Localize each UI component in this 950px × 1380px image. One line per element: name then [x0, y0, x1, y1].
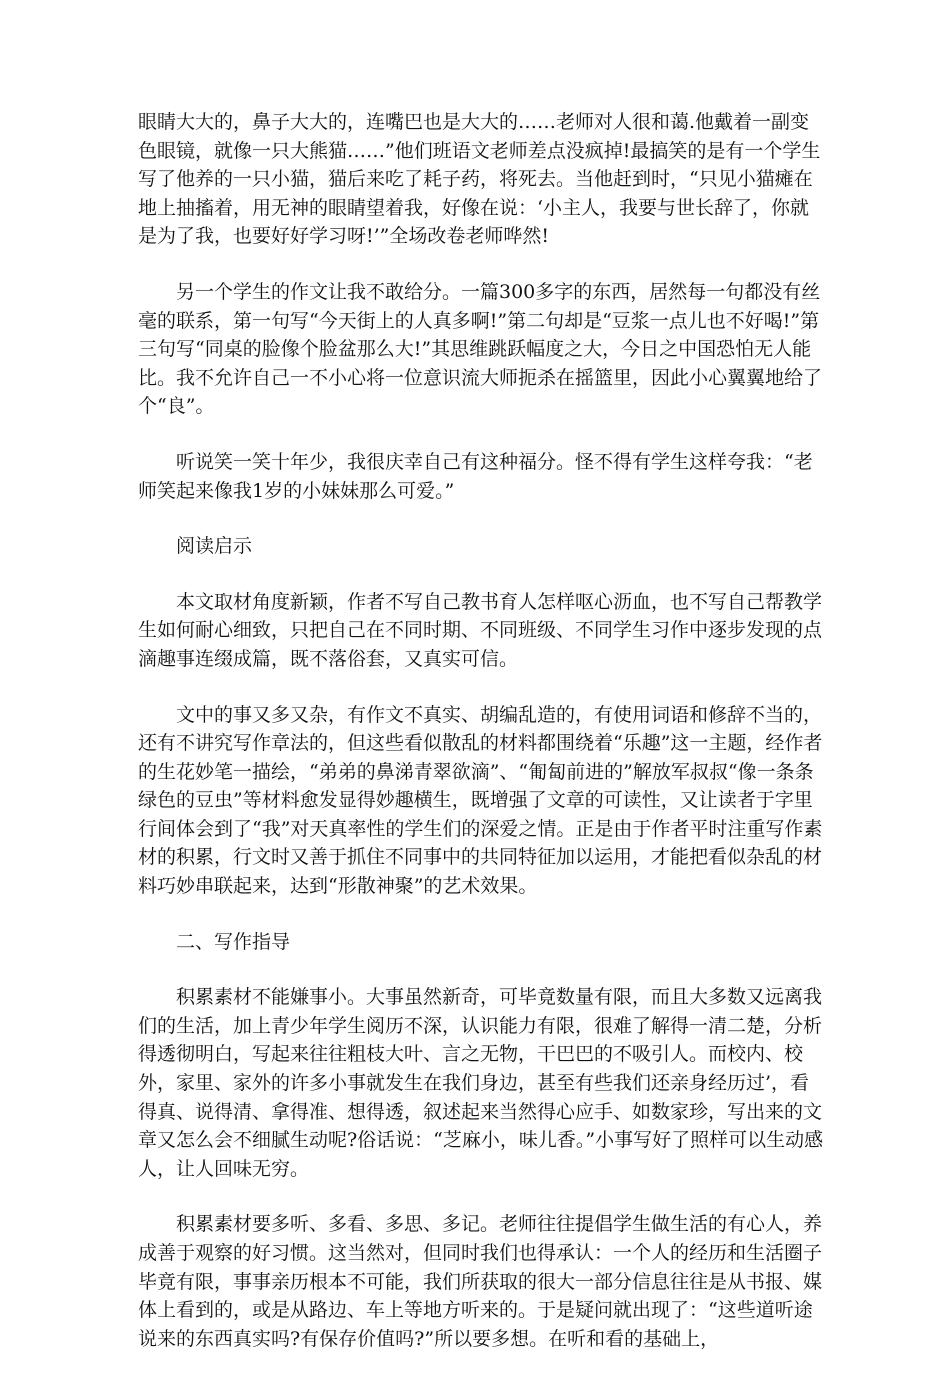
paragraph-cat-story: 眼睛大大的，鼻子大大的，连嘴巴也是大大的……老师对人很和蔼.他戴着一副变色眼镜，就像一只大熊猫……”他们班语文老师差点没疯掉!最搞笑的是有一个学生写了他养的一只小猫，猫后来吃了耗子药，将死去。当他赶到时，“只见小猫瘫在地上抽搐着，用无神的眼睛望着我，好像在说：‘小主人，我要与世长辞了，你就是为了我，也要好好学习呀!’”全场改卷老师哗然! — [138, 111, 821, 248]
paragraph-guidance-2: 积累素材要多听、多看、多思、多记。老师往往提倡学生做生活的有心人，养成善于观察的好习惯。这当然对，但同时我们也得承认：一个人的经历和生活圈子毕竟有限，事事亲历根本不可能，我们所获取的很大一部分信息往往是从书报、媒体上看到的，或是从路边、车上等地方听来的。于是疑问就出现了：“这些道听途说来的东西真实吗?有保存价值吗?”所以要多想。在听和看的基础上， — [138, 1213, 823, 1350]
section-heading-reading-insight: 阅读启示 — [176, 535, 253, 558]
section-heading-writing-guidance: 二、写作指导 — [176, 930, 291, 953]
paragraph-guidance-1: 积累素材不能嫌事小。大事虽然新奇，可毕竟数量有限，而且大多数又远离我们的生活，加上青少年学生阅历不深，认识能力有限，很难了解得一清二楚，分析得透彻明白，写起来往往粗枝大叶、言之无物，干巴巴的不吸引人。而校内、校外，家里、家外的许多小事就发生在我们身边，甚至有些我们还亲身经历过’，看得真、说得清、拿得准、想得透，叙述起来当然得心应手、如数家珍，写出来的文章又怎么会不细腻生动呢?俗话说：“芝麻小，味儿香。”小事写好了照样可以生动感人，让人回味无穷。 — [138, 986, 824, 1180]
document-page — [138, 108, 824, 1380]
paragraph-laugh: 听说笑一笑十年少，我很庆幸自己有这种福分。怪不得有学生这样夸我：“老师笑起来像我1岁的小妹妹那么可爱。” — [138, 450, 813, 502]
paragraph-insight-2: 文中的事又多又杂，有作文不真实、胡编乱造的，有使用词语和修辞不当的，还有不讲究写作章法的，但这些看似散乱的材料都围绕着“乐趣”这一主题，经作者的生花妙笔一描绘，“弟弟的鼻涕青翠欲滴”、“匍匐前进的”解放军叔叔“像一条条绿色的豆虫”等材料愈发显得妙趣横生，既增强了文章的可读性，又让读者于字里行间体会到了“我”对天真率性的学生们的深爱之情。正是由于作者平时注重写作素材的积累，行文时又善于抓住不同事中的共同特征加以运用，才能把看似杂乱的材料巧妙串联起来，达到“形散神聚”的艺术效果。 — [138, 703, 823, 898]
paragraph-unrelated-sentences: 另一个学生的作文让我不敢给分。一篇300多字的东西，居然每一句都没有丝毫的联系，第一句写“今天街上的人真多啊!”第二句却是“豆浆一点儿也不好喝!”第三句写“同桌的脸像个脸盆那么大!”其思维跳跃幅度之大，今日之中国恐怕无人能比。我不允许自己一不小心将一位意识流大师扼杀在摇篮里，因此小心翼翼地给了个“良”。 — [138, 280, 823, 418]
paragraph-insight-1: 本文取材角度新颖，作者不写自己教书育人怎样呕心沥血，也不写自己帮教学生如何耐心细致，只把自己在不同时期、不同班级、不同学生习作中逐步发现的点滴趣事连缀成篇，既不落俗套，又真实可信。 — [138, 590, 823, 670]
